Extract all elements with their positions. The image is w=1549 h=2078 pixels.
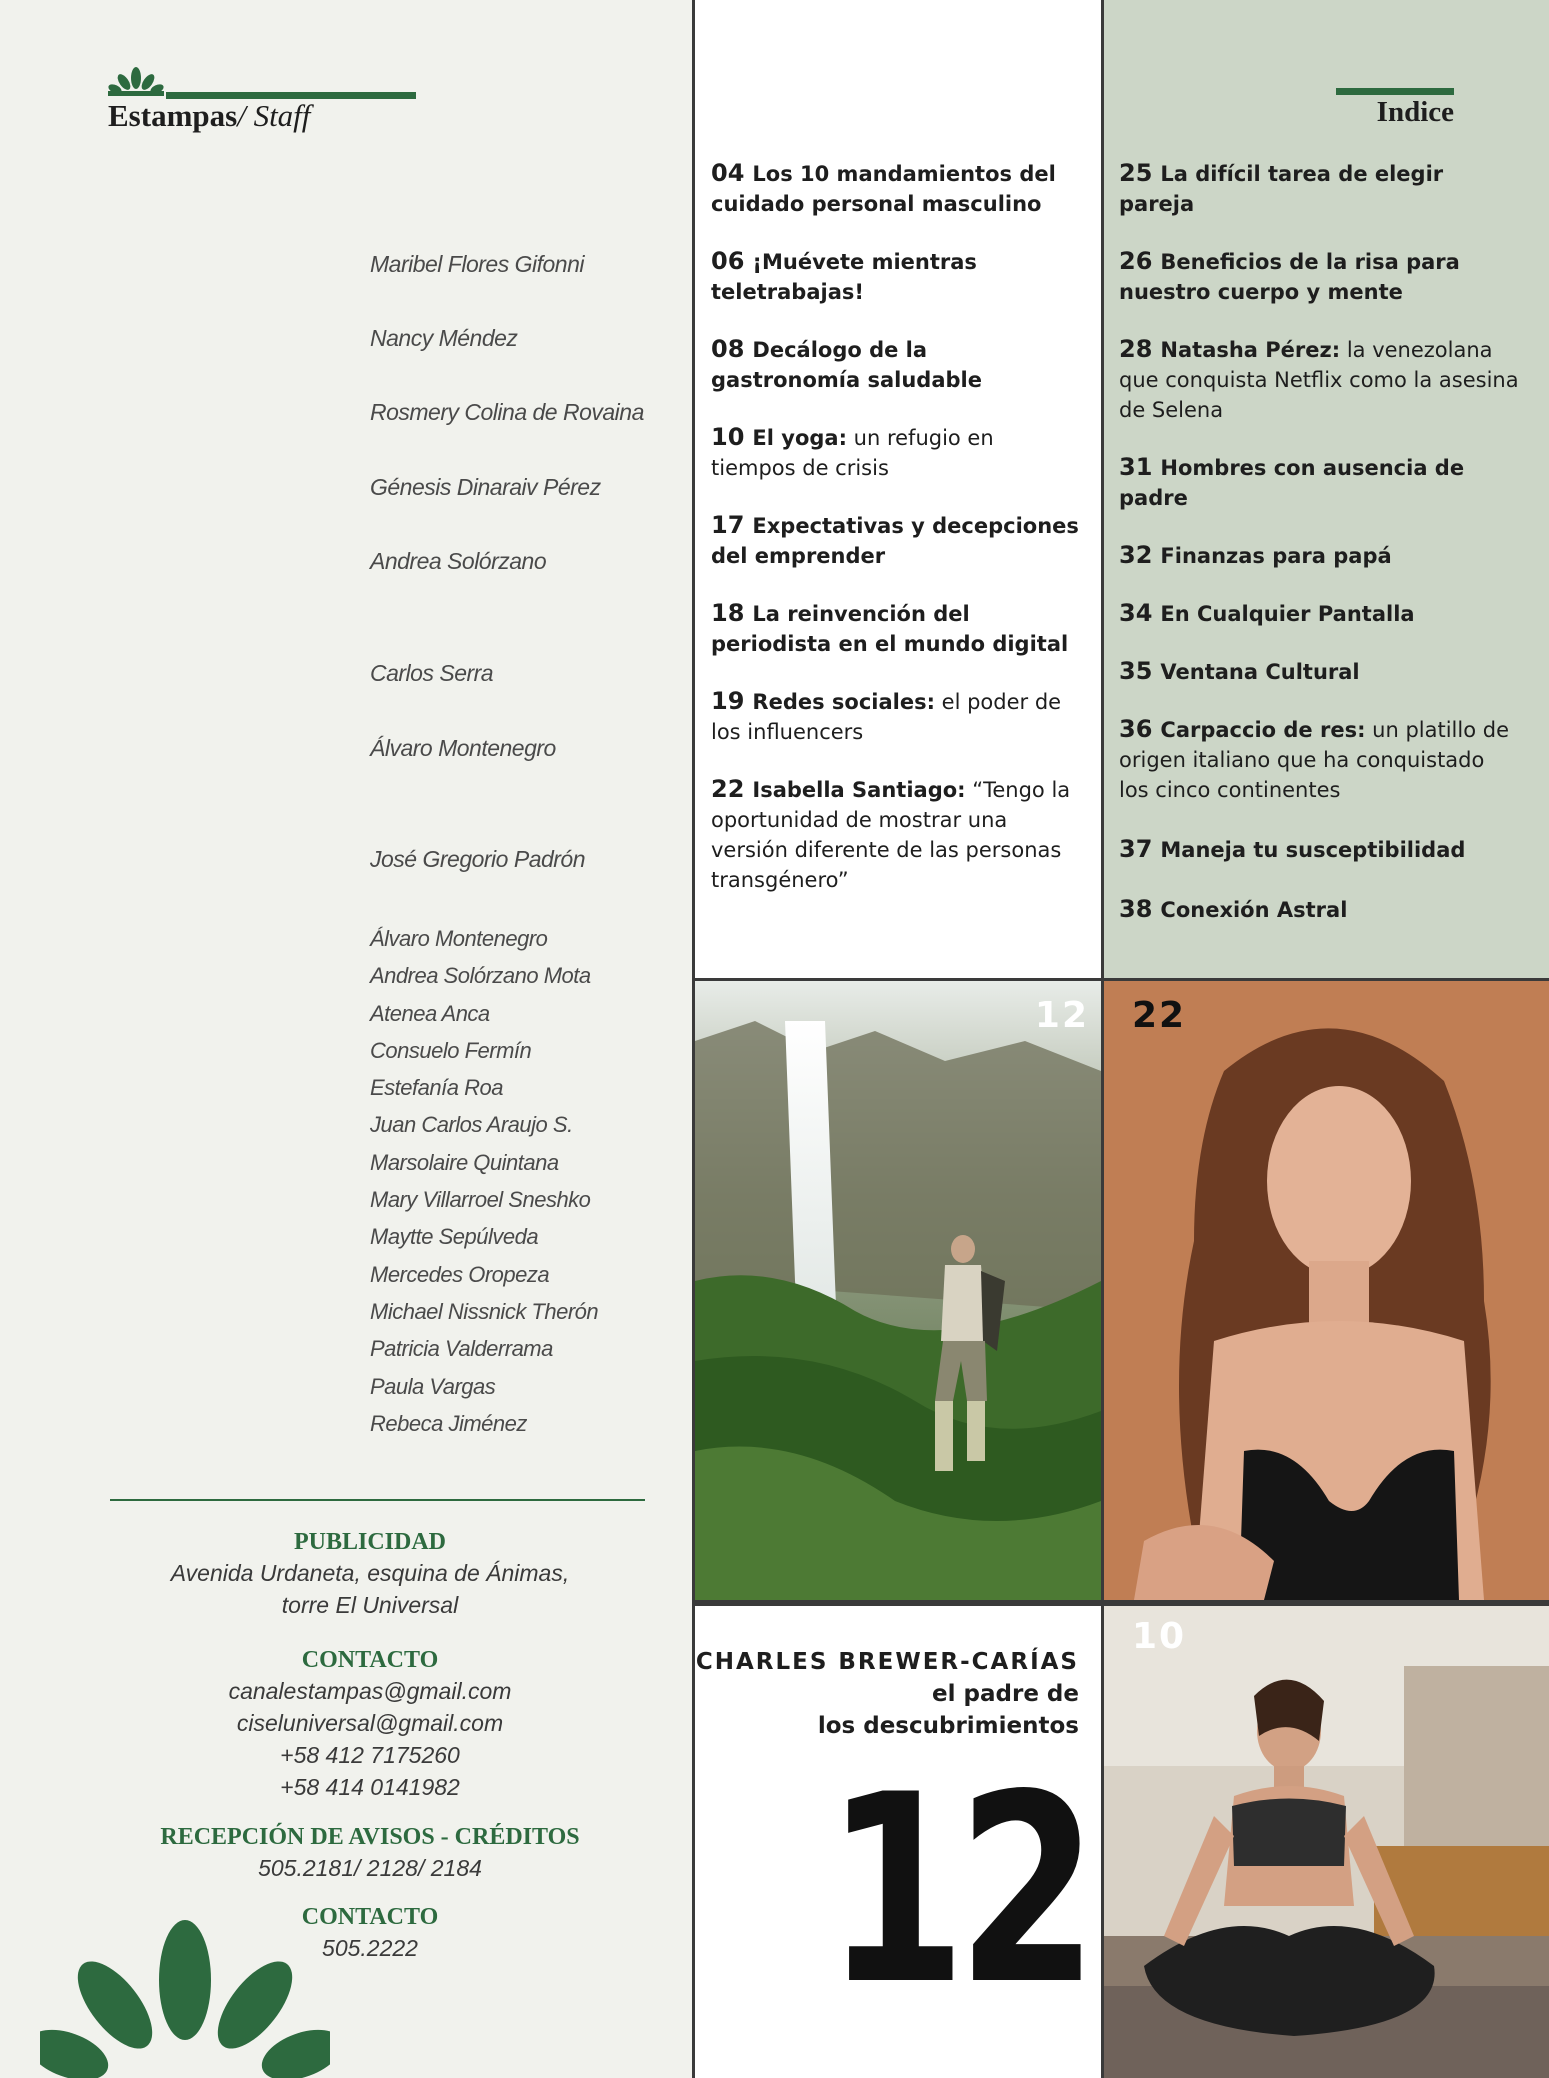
entry-title: Hombres con ausencia de padre [1119, 456, 1465, 510]
index-column-2 [1104, 0, 1549, 978]
collaborator: Patricia Valderrama [370, 1336, 553, 1362]
collaborator: Álvaro Montenegro [370, 926, 548, 951]
page-number: 38 [1119, 895, 1153, 923]
brand-subtitle: / Staff [237, 98, 311, 133]
feature-title [696, 1646, 1079, 1742]
entry-title: Conexión Astral [1160, 898, 1348, 922]
page-number: 08 [711, 335, 745, 363]
collaborator: Rebeca Jiménez [370, 1410, 527, 1436]
entry-title: La difícil tarea de elegir pareja [1119, 162, 1444, 216]
entry-desc: un platillo de origen italiano que ha conquistado los cinco continentes [1119, 718, 1509, 802]
index-heading-bar [1336, 88, 1454, 95]
person-name: José Gregorio Padrón [370, 846, 586, 872]
waterfall-image [695, 981, 1101, 1600]
entry-title: Ventana Cultural [1160, 660, 1360, 684]
index-entry[interactable] [1119, 894, 1519, 925]
collaborator: Mary Villarroel Sneshko [370, 1187, 591, 1213]
entry-title: Decálogo de la gastronomía saludable [711, 338, 982, 392]
yoga-image [1104, 1606, 1549, 2078]
entry-desc: el poder de los influencers [711, 690, 1062, 744]
collaborator: Atenea Anca [370, 1000, 490, 1026]
page-number: 32 [1119, 541, 1153, 569]
publicidad-heading: PUBLICIDAD [293, 1529, 446, 1555]
contacto-block [110, 1645, 630, 1803]
collaborator: Marsolaire Quintana [370, 1149, 559, 1175]
entry-title: En Cualquier Pantalla [1160, 602, 1415, 626]
index-entry[interactable] [1119, 540, 1519, 571]
collaborator: Juan Carlos Araujo S. [370, 1112, 573, 1138]
collaborator: Andrea Solórzano Mota [370, 963, 591, 989]
index-entry[interactable] [711, 774, 1081, 895]
page-number: 28 [1119, 335, 1153, 363]
person-name: Nancy Méndez [370, 325, 518, 351]
entry-title: Carpaccio de res: [1160, 718, 1366, 742]
page-number: 18 [711, 599, 745, 627]
entry-desc: “Tengo la oportunidad de mostrar una versión diferente de las personas transgénero” [711, 778, 1071, 892]
email-link[interactable]: ciseluniversal@gmail.com [236, 1710, 504, 1736]
feature-subtitle-line: los descubrimientos [817, 1713, 1079, 1739]
page-number: 36 [1119, 715, 1153, 743]
portrait-image [1104, 981, 1549, 1600]
entry-title: Finanzas para papá [1160, 544, 1392, 568]
page-number: 10 [711, 423, 745, 451]
entry-title: La reinvención del periodista en el mundo digital [711, 602, 1069, 656]
collaborator: Mercedes Oropeza [370, 1261, 550, 1287]
contacto-heading: CONTACTO [301, 1647, 439, 1673]
index-entry[interactable] [1119, 714, 1519, 805]
page-number: 19 [711, 687, 745, 715]
page-number: 25 [1119, 159, 1153, 187]
address-line: Avenida Urdaneta, esquina de Ánimas, [170, 1560, 570, 1586]
entry-title: Natasha Pérez: [1160, 338, 1341, 362]
index-entry[interactable] [711, 510, 1081, 571]
entry-title: Isabella Santiago: [752, 778, 966, 802]
index-entry[interactable] [711, 422, 1081, 483]
person-name: Andrea Solórzano [370, 548, 547, 574]
entry-desc: un refugio en tiempos de crisis [711, 426, 994, 480]
index-title: Indice [1376, 96, 1454, 128]
leaf-fan-decoration-icon [40, 1910, 330, 2078]
page-number: 26 [1119, 247, 1153, 275]
index-heading [1377, 88, 1454, 129]
index-entry[interactable] [711, 158, 1081, 219]
entry-title: El yoga: [752, 426, 847, 450]
index-entry[interactable] [711, 334, 1081, 395]
photo-page-number: 12 [1034, 995, 1089, 1036]
phone-number: +58 412 7175260 [280, 1742, 460, 1768]
avisos-block [110, 1822, 630, 1884]
brand-title [108, 98, 310, 134]
index-entry[interactable] [1119, 158, 1519, 219]
yoga-photo[interactable] [1104, 1603, 1549, 2078]
index-entry[interactable] [1119, 246, 1519, 307]
feature-page-number: 12 [825, 1740, 1089, 2042]
email-link[interactable]: canalestampas@gmail.com [228, 1678, 512, 1704]
contacto2-heading: CONTACTO [301, 1904, 439, 1930]
portrait-photo[interactable] [1104, 978, 1549, 1603]
index-entry[interactable] [711, 246, 1081, 307]
page-number: 34 [1119, 599, 1153, 627]
address-line: torre El Universal [281, 1592, 459, 1618]
page-number: 31 [1119, 453, 1153, 481]
entry-desc: la venezolana que conquista Netflix como la asesina de Selena [1119, 338, 1519, 422]
collaborator: Paula Vargas [370, 1373, 496, 1399]
person-name: Rosmery Colina de Rovaina [370, 399, 644, 425]
entry-title: Expectativas y decepciones del emprender [711, 514, 1079, 568]
person-name: Génesis Dinaraiv Pérez [370, 474, 601, 500]
leaf-fan-icon [108, 62, 164, 96]
page-number: 37 [1119, 835, 1153, 863]
page-number: 06 [711, 247, 745, 275]
page-number: 22 [711, 775, 745, 803]
collaborators-list [370, 920, 598, 1442]
entry-title: ¡Muévete mientras teletrabajas! [711, 250, 977, 304]
collaborator: Consuelo Fermín [370, 1037, 532, 1063]
person-name: Maribel Flores Gifonni [370, 251, 584, 277]
collaborator: Maytte Sepúlveda [370, 1224, 539, 1250]
index-entry[interactable] [1119, 452, 1519, 513]
entry-title: Los 10 mandamientos del cuidado personal masculino [711, 162, 1056, 216]
entry-title: Redes sociales: [752, 690, 935, 714]
page-number: 17 [711, 511, 745, 539]
person-name: Carlos Serra [370, 660, 494, 686]
feature-name: CHARLES BREWER-CARÍAS [695, 1649, 1079, 1675]
staff-column [0, 0, 692, 2078]
index-entry[interactable] [1119, 334, 1519, 425]
section-divider [110, 1499, 645, 1501]
index-entry[interactable] [711, 686, 1081, 747]
photo-page-number: 10 [1132, 1616, 1187, 1657]
page-number: 35 [1119, 657, 1153, 685]
collaborator: Michael Nissnick Therón [370, 1298, 599, 1324]
publicidad-block [110, 1527, 630, 1621]
contacto2-number: 505.2222 [322, 1935, 418, 1961]
index-entry[interactable] [1119, 598, 1519, 629]
index-column-1 [692, 0, 1104, 978]
collaborator: Estefanía Roa [370, 1075, 503, 1101]
index-entry[interactable] [711, 598, 1081, 659]
index-entry[interactable] [1119, 656, 1519, 687]
person-name: Álvaro Montenegro [370, 735, 556, 761]
brand-name: Estampas [108, 98, 238, 133]
index-entry[interactable] [1119, 834, 1519, 865]
phone-number: +58 414 0141982 [280, 1774, 460, 1800]
feature-subtitle-line: el padre de [932, 1681, 1079, 1707]
avisos-numbers: 505.2181/ 2128/ 2184 [258, 1855, 482, 1881]
avisos-heading: RECEPCIÓN DE AVISOS - CRÉDITOS [160, 1824, 580, 1850]
feature-box[interactable] [692, 1603, 1104, 2078]
photo-page-number: 22 [1132, 995, 1187, 1036]
entry-title: Maneja tu susceptibilidad [1160, 838, 1466, 862]
waterfall-photo[interactable] [692, 978, 1104, 1603]
page-number: 04 [711, 159, 745, 187]
entry-title: Beneficios de la risa para nuestro cuerpo y mente [1119, 250, 1460, 304]
